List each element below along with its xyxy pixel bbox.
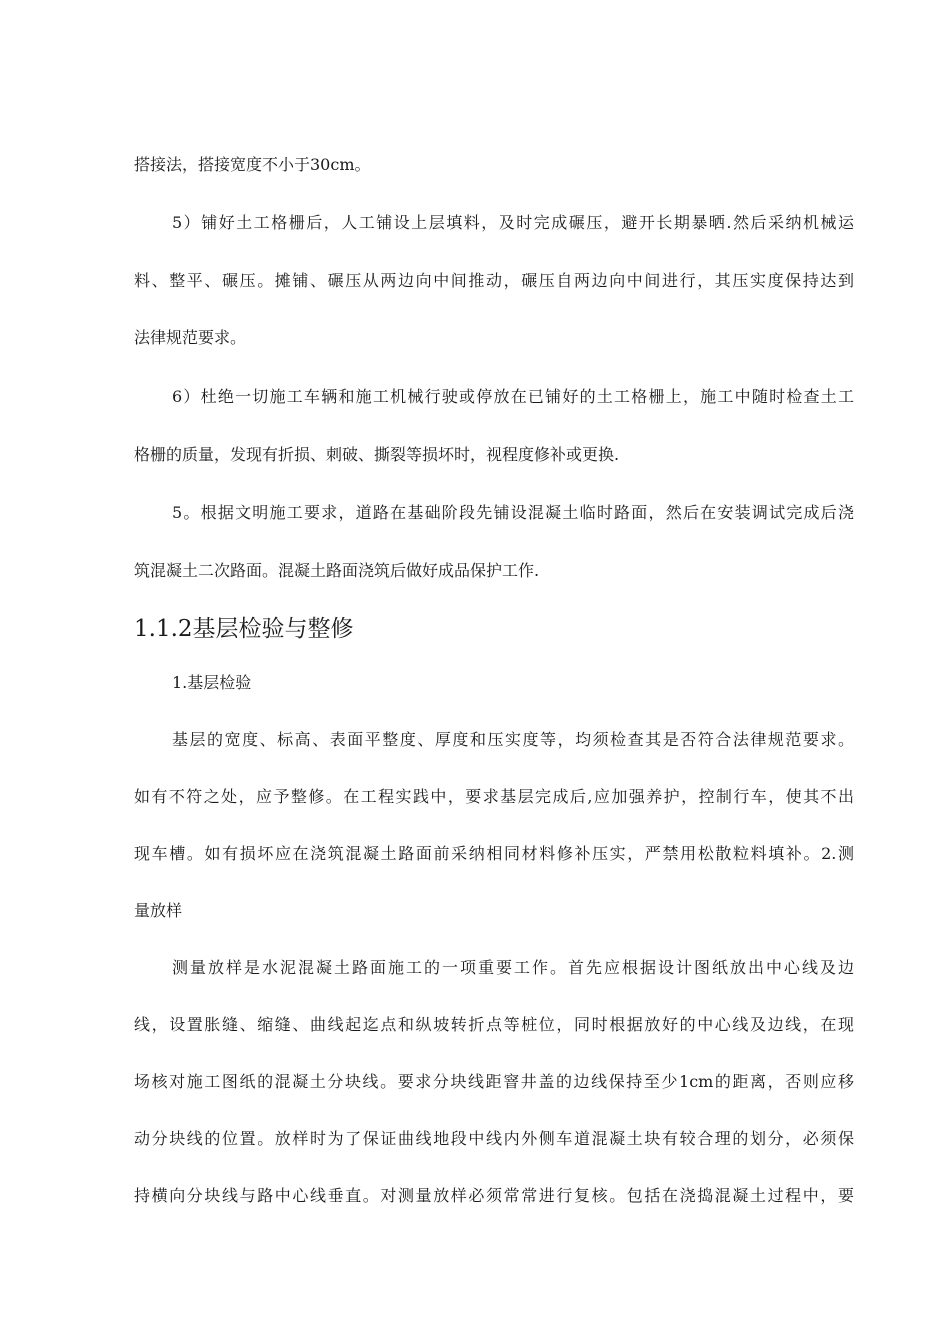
paragraph-line: 6）杜绝一切施工车辆和施工机械行驶或停放在已铺好的土工格栅上，施工中随时检查土工	[172, 387, 854, 406]
paragraph-line: 如有不符之处，应予整修。在工程实践中，要求基层完成后,应加强养护，控制行车，使其不出	[134, 787, 854, 806]
paragraph-line: 测量放样是水泥混凝土路面施工的一项重要工作。首先应根据设计图纸放出中心线及边	[172, 958, 854, 977]
paragraph-line: 法律规范要求。	[134, 328, 247, 347]
paragraph-line: 动分块线的位置。放样时为了保证曲线地段中线内外侧车道混凝土块有较合理的划分，必须保	[134, 1129, 854, 1148]
paragraph-line: 持横向分块线与路中心线垂直。对测量放样必须常常进行复核。包括在浇捣混凝土过程中，要	[134, 1186, 854, 1205]
paragraph-line: 基层的宽度、标高、表面平整度、厚度和压实度等，均须检查其是否符合法律规范要求。	[172, 730, 854, 749]
paragraph-line: 格栅的质量，发现有折损、刺破、撕裂等损坏时，视程度修补或更换.	[134, 445, 620, 464]
paragraph-line: 线，设置胀缝、缩缝、曲线起迄点和纵坡转折点等桩位，同时根据放好的中心线及边线，在现	[134, 1015, 854, 1034]
paragraph-line: 量放样	[134, 901, 183, 920]
paragraph-line: 5）铺好土工格栅后，人工铺设上层填料，及时完成碾压，避开长期暴晒.然后采纳机械运	[172, 213, 854, 232]
paragraph-line: 搭接法，搭接宽度不小于30cm。	[134, 155, 371, 174]
paragraph-line: 筑混凝土二次路面。混凝土路面浇筑后做好成品保护工作.	[134, 561, 540, 580]
paragraph-line: 5。根据文明施工要求，道路在基础阶段先铺设混凝土临时路面，然后在安装调试完成后浇	[172, 503, 854, 522]
paragraph-line: 料、整平、碾压。摊铺、碾压从两边向中间推动，碾压自两边向中间进行，其压实度保持达到	[134, 271, 854, 290]
subsection-title: 1.基层检验	[172, 673, 252, 692]
paragraph-line: 场核对施工图纸的混凝土分块线。要求分块线距窨井盖的边线保持至少1cm的距离，否则应移	[134, 1072, 854, 1091]
section-heading: 1.1.2基层检验与整修	[134, 616, 354, 642]
paragraph-line: 现车槽。如有损坏应在浇筑混凝土路面前采纳相同材料修补压实，严禁用松散粒料填补。2.测	[134, 844, 854, 863]
